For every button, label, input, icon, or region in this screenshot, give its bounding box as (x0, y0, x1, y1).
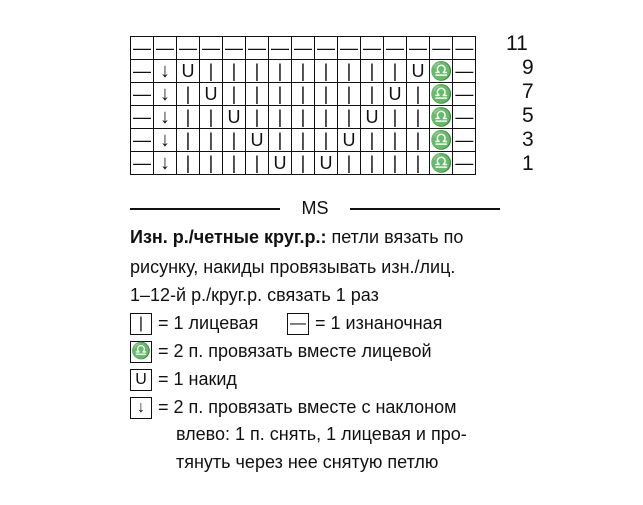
chart-cell-knit (246, 60, 269, 83)
knit-icon: | (130, 313, 152, 335)
chart-row (131, 106, 476, 129)
chart-cell-knit (338, 106, 361, 129)
chart-cell-dash (131, 37, 154, 60)
chart-cell-knit (361, 83, 384, 106)
chart-cell-knit (269, 106, 292, 129)
knit-icon: | (392, 107, 398, 127)
knit-icon: | (415, 107, 421, 127)
dash-icon: — (248, 38, 266, 58)
chart-cell-arrow (154, 152, 177, 175)
legend-purl (287, 311, 442, 337)
dash-icon: — (294, 38, 312, 58)
dash-icon: — (455, 130, 474, 150)
chart-cell-dash (292, 37, 315, 60)
knit-icon: | (346, 107, 352, 127)
chart-cell-dash (154, 37, 177, 60)
chart-cell-dash (453, 37, 476, 60)
knit-icon: | (369, 130, 375, 150)
arrow-icon: ↓ (160, 106, 170, 128)
chart-cell-knit (292, 152, 315, 175)
chart-row (131, 37, 476, 60)
dash-icon: — (133, 107, 151, 127)
chart-cell-dash (453, 83, 476, 106)
chart-cell-k2tog (430, 60, 453, 83)
yo-icon: U (204, 84, 218, 104)
knit-icon: | (277, 107, 283, 127)
chart-cell-yo (177, 60, 200, 83)
dash-icon: — (455, 61, 474, 81)
chart-cell-knit (315, 129, 338, 152)
chart-cell-knit (384, 129, 407, 152)
chart-cell-knit (338, 152, 361, 175)
knit-icon: | (323, 84, 329, 104)
description-line-1 (130, 226, 463, 248)
chart-cell-knit (407, 152, 430, 175)
knit-icon: | (208, 107, 214, 127)
yo-icon: U (388, 84, 402, 104)
chart-cell-knit (315, 106, 338, 129)
row-number: 9 (522, 56, 534, 79)
chart-cell-yo (384, 83, 407, 106)
legend-ssk-label-3: тянуть через нее снятую петлю (176, 452, 439, 472)
stitch-chart (130, 36, 476, 175)
yo-icon: U (250, 130, 264, 150)
legend-purl-label: = 1 изнаночная (315, 313, 443, 333)
k2tog-icon: ♎ (130, 341, 152, 363)
knit-icon: | (254, 153, 260, 173)
description-line-2: рисунку, накиды провязывать изн./лиц. (130, 257, 456, 277)
legend-yo-label: = 1 накид (158, 369, 237, 389)
chart-cell-k2tog (430, 83, 453, 106)
dash-icon: — (363, 38, 381, 58)
chart-cell-knit (200, 152, 223, 175)
chart-cell-k2tog (430, 129, 453, 152)
chart-cell-dash (384, 37, 407, 60)
dash-icon: — (409, 38, 427, 58)
legend-ssk (130, 395, 457, 421)
knit-icon: | (185, 153, 191, 173)
chart-cell-arrow (154, 106, 177, 129)
knit-icon: | (323, 130, 329, 150)
chart-cell-dash (131, 106, 154, 129)
row-number: 11 (506, 32, 528, 55)
chart-cell-knit (246, 106, 269, 129)
row-number: 1 (522, 152, 534, 175)
legend-knit (130, 311, 258, 337)
dash-icon: — (455, 84, 474, 104)
chart-cell-yo (200, 83, 223, 106)
legend-ssk-label-1: = 2 п. провязать вместе с наклоном (158, 397, 457, 417)
chart-cell-knit (292, 83, 315, 106)
legend-yo (130, 367, 237, 393)
knit-icon: | (415, 153, 421, 173)
knit-icon: | (300, 84, 306, 104)
chart-cell-knit (246, 83, 269, 106)
knit-icon: | (277, 61, 283, 81)
chart-cell-knit (361, 60, 384, 83)
chart-cell-knit (200, 60, 223, 83)
chart-cell-knit (292, 129, 315, 152)
chart-cell-knit (177, 152, 200, 175)
chart-cell-knit (177, 129, 200, 152)
yo-icon: U (181, 61, 195, 81)
knit-icon: | (300, 61, 306, 81)
knit-icon: | (231, 84, 237, 104)
chart-cell-dash (453, 129, 476, 152)
k2tog-icon: ♎ (430, 153, 453, 173)
knit-icon: | (185, 107, 191, 127)
arrow-icon: ↓ (160, 60, 170, 82)
chart-cell-yo (269, 152, 292, 175)
knit-icon: | (300, 153, 306, 173)
yo-icon: U (411, 61, 425, 81)
description-line-3: 1–12-й р./круг.р. связать 1 раз (130, 285, 379, 305)
knit-icon: | (231, 153, 237, 173)
dash-icon: — (455, 107, 474, 127)
chart-cell-knit (200, 106, 223, 129)
chart-cell-k2tog (430, 106, 453, 129)
chart-row (131, 83, 476, 106)
chart-cell-knit (407, 83, 430, 106)
knit-icon: | (392, 130, 398, 150)
dash-icon: — (133, 61, 151, 81)
dash-icon: — (271, 38, 289, 58)
knit-icon: | (369, 61, 375, 81)
knit-icon: | (254, 107, 260, 127)
chart-cell-dash (453, 106, 476, 129)
chart-cell-knit (384, 60, 407, 83)
chart-cell-yo (361, 106, 384, 129)
knit-icon: | (323, 107, 329, 127)
arrow-icon: ↓ (160, 83, 170, 105)
knit-icon: | (300, 130, 306, 150)
arrow-down-icon: ↓ (130, 397, 152, 419)
dash-icon: — (455, 38, 474, 58)
knit-icon: | (231, 61, 237, 81)
dash-icon: — (340, 38, 358, 58)
chart-cell-knit (361, 129, 384, 152)
chart-cell-dash (131, 129, 154, 152)
chart-cell-knit (223, 129, 246, 152)
dash-icon: — (317, 38, 335, 58)
knit-icon: | (185, 130, 191, 150)
chart-cell-knit (223, 83, 246, 106)
dash-icon: — (225, 38, 243, 58)
chart-cell-knit (292, 60, 315, 83)
chart-cell-arrow (154, 129, 177, 152)
chart-cell-knit (338, 83, 361, 106)
row-number: 7 (522, 80, 534, 103)
chart-cell-dash (453, 60, 476, 83)
dash-icon: — (179, 38, 197, 58)
dash-icon: — (386, 38, 404, 58)
knit-icon: | (208, 153, 214, 173)
chart-row (131, 129, 476, 152)
chart-cell-dash (269, 37, 292, 60)
chart-cell-knit (315, 83, 338, 106)
knit-icon: | (415, 84, 421, 104)
knit-icon: | (277, 84, 283, 104)
chart-cell-knit (223, 60, 246, 83)
knit-icon: | (392, 61, 398, 81)
dash-icon: — (156, 38, 174, 58)
chart-cell-dash (315, 37, 338, 60)
chart-cell-knit (177, 106, 200, 129)
dash-icon: — (202, 38, 220, 58)
knit-icon: | (369, 153, 375, 173)
chart-cell-knit (269, 129, 292, 152)
yo-icon: U (227, 107, 241, 127)
dash-icon: — (133, 130, 151, 150)
chart-cell-dash (407, 37, 430, 60)
knit-icon: | (208, 61, 214, 81)
knit-icon: | (300, 107, 306, 127)
description-heading: Изн. р./четные круг.р.: (130, 227, 327, 247)
legend-k2tog-label: = 2 п. провязать вместе лицевой (158, 341, 432, 361)
knit-icon: | (231, 130, 237, 150)
chart-cell-dash (453, 152, 476, 175)
chart-cell-knit (200, 129, 223, 152)
k2tog-icon: ♎ (430, 107, 453, 127)
arrow-icon: ↓ (160, 152, 170, 174)
chart-cell-dash (246, 37, 269, 60)
knit-icon: | (369, 84, 375, 104)
chart-row (131, 60, 476, 83)
chart-cell-yo (246, 129, 269, 152)
chart-cell-arrow (154, 83, 177, 106)
chart-cell-dash (177, 37, 200, 60)
chart-cell-dash (131, 60, 154, 83)
chart-cell-knit (407, 106, 430, 129)
chart-cell-knit (223, 152, 246, 175)
chart-grid (130, 36, 476, 175)
chart-row (131, 152, 476, 175)
k2tog-icon: ♎ (430, 130, 453, 150)
k2tog-icon: ♎ (430, 61, 453, 81)
k2tog-icon: ♎ (430, 84, 453, 104)
row-number: 3 (522, 128, 534, 151)
knit-icon: | (277, 130, 283, 150)
chart-cell-dash (430, 37, 453, 60)
chart-cell-knit (384, 152, 407, 175)
chart-cell-k2tog (430, 152, 453, 175)
chart-cell-dash (223, 37, 246, 60)
knit-icon: | (323, 61, 329, 81)
yo-icon: U (365, 107, 379, 127)
chart-cell-yo (407, 60, 430, 83)
ms-bracket (130, 197, 500, 219)
chart-cell-knit (246, 152, 269, 175)
knit-icon: | (254, 61, 260, 81)
knit-icon: | (392, 153, 398, 173)
dash-icon: — (133, 38, 151, 58)
row-number: 5 (522, 104, 534, 127)
knit-icon: | (346, 61, 352, 81)
chart-cell-knit (407, 129, 430, 152)
ms-label: MS (301, 198, 329, 218)
description-line-1-rest: петли вязать по (326, 227, 464, 247)
purl-icon: — (287, 313, 309, 335)
chart-cell-knit (384, 106, 407, 129)
chart-cell-dash (131, 152, 154, 175)
dash-icon: — (432, 38, 451, 58)
yo-icon: U (342, 130, 356, 150)
chart-cell-knit (361, 152, 384, 175)
chart-cell-yo (315, 152, 338, 175)
knit-icon: | (208, 130, 214, 150)
chart-cell-knit (177, 83, 200, 106)
legend-k2tog (130, 339, 432, 365)
yarn-over-icon: U (130, 369, 152, 391)
dash-icon: — (133, 84, 151, 104)
knit-icon: | (185, 84, 191, 104)
knit-icon: | (346, 84, 352, 104)
legend-ssk-label-2: влево: 1 п. снять, 1 лицевая и про- (176, 424, 467, 444)
chart-cell-dash (361, 37, 384, 60)
dash-icon: — (455, 153, 474, 173)
chart-cell-knit (315, 60, 338, 83)
chart-cell-dash (338, 37, 361, 60)
yo-icon: U (319, 153, 333, 173)
chart-cell-yo (223, 106, 246, 129)
chart-cell-knit (269, 60, 292, 83)
legend-knit-label: = 1 лицевая (158, 313, 259, 333)
knit-icon: | (254, 84, 260, 104)
chart-cell-dash (200, 37, 223, 60)
chart-cell-knit (338, 60, 361, 83)
knit-icon: | (346, 153, 352, 173)
chart-cell-dash (131, 83, 154, 106)
chart-cell-knit (292, 106, 315, 129)
arrow-icon: ↓ (160, 129, 170, 151)
chart-cell-yo (338, 129, 361, 152)
chart-cell-arrow (154, 60, 177, 83)
knit-icon: | (415, 130, 421, 150)
dash-icon: — (133, 153, 151, 173)
yo-icon: U (273, 153, 287, 173)
chart-cell-knit (269, 83, 292, 106)
